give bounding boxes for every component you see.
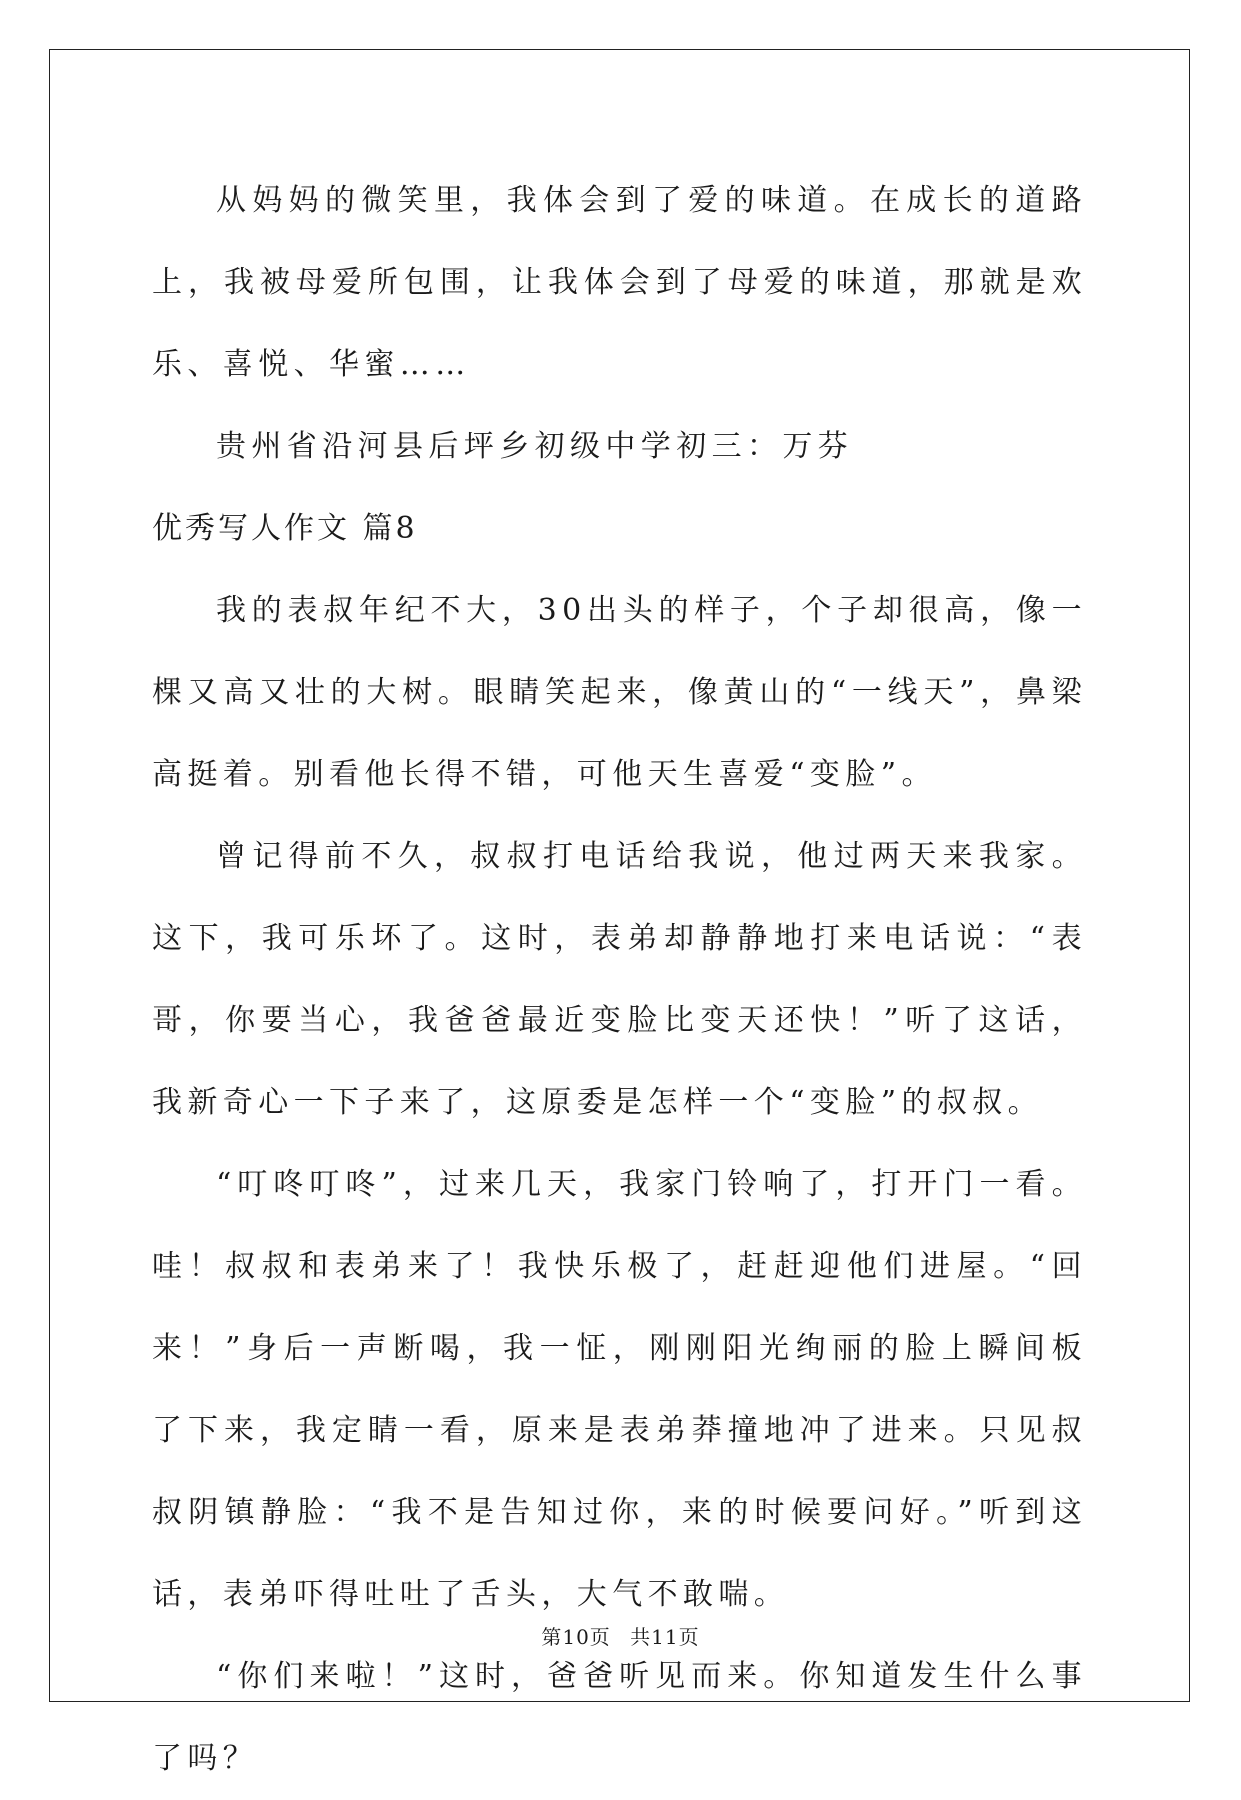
paragraph-phone-call: 曾记得前不久，叔叔打电话给我说，他过两天来我家。这下，我可乐坏了。这时，表弟却静静地打来电话说：“表哥，你要当心，我爸爸最近变脸比变天还快！”听了这话，我新奇心一下子来了，这原委是怎样一个“变脸”的叔叔。 xyxy=(152,839,1087,1120)
paragraph-uncle-description: 我的表叔年纪不大，30出头的样子，个子却很高，像一棵又高又壮的大树。眼睛笑起来，像黄山的“一线天”，鼻梁高挺着。别看他长得不错，可他天生喜爱“变脸”。 xyxy=(152,593,1087,792)
document-body xyxy=(152,160,1087,1800)
paragraph-doorbell: “叮咚叮咚”，过来几天，我家门铃响了，打开门一看。哇！叔叔和表弟来了！我快乐极了，赶赶迎他们进屋。“回来！”身后一声断喝，我一怔，刚刚阳光绚丽的脸上瞬间板了下来，我定睛一看，原来是表弟莽撞地冲了进来。只见叔叔阴镇静脸：“我不是告知过你，来的时候要问好。”听到这话，表弟吓得吐吐了舌头，大气不敢喘。 xyxy=(152,1167,1087,1612)
section-heading: 优秀写人作文 篇8 xyxy=(152,511,418,546)
page-footer xyxy=(0,1621,1241,1650)
page-total: 共11页 xyxy=(630,1625,700,1649)
author-line: 贵州省沿河县后坪乡初级中学初三：万芬 xyxy=(216,429,854,464)
page-number: 第10页 xyxy=(541,1625,611,1649)
paragraph-dad-arrives: “你们来啦！”这时，爸爸听见而来。你知道发生什么事了吗？ xyxy=(152,1659,1087,1776)
paragraph-mother-love: 从妈妈的微笑里，我体会到了爱的味道。在成长的道路上，我被母爱所包围，让我体会到了母爱的味道，那就是欢乐、喜悦、华蜜…… xyxy=(152,183,1087,382)
